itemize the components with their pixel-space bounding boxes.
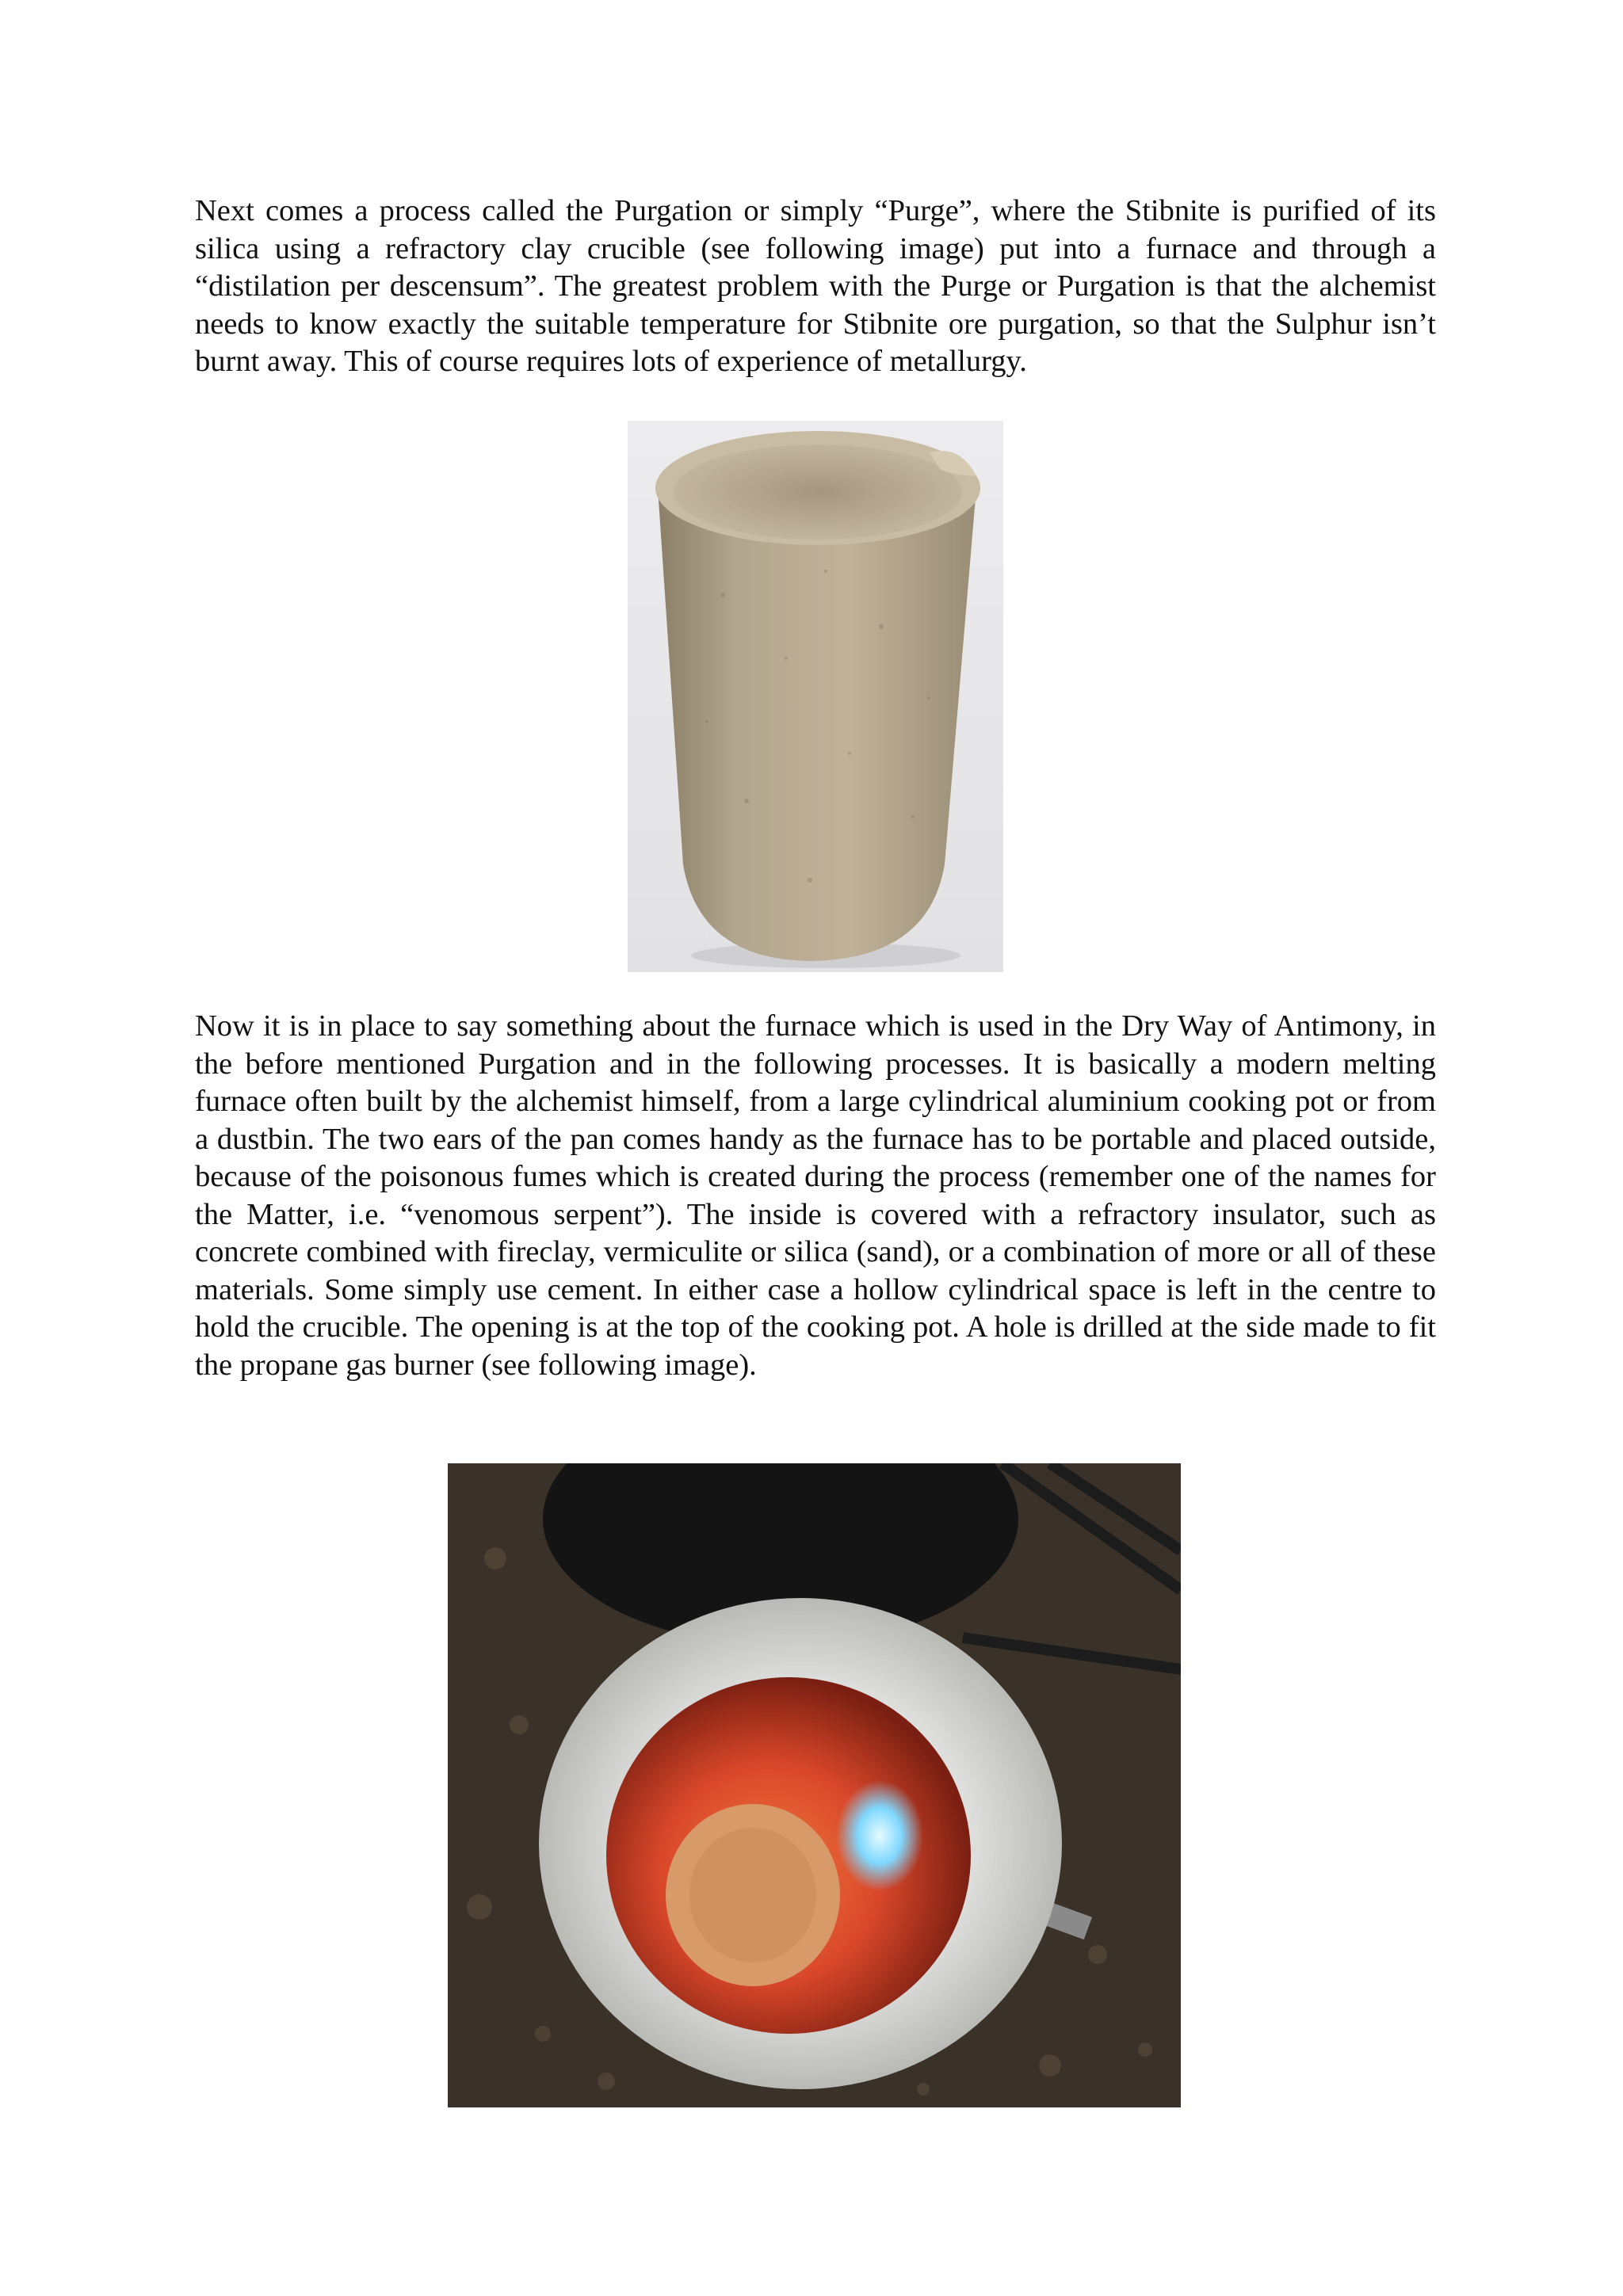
crucible-photo-icon [628,421,1003,972]
crucible-photo-image [628,421,1003,972]
furnace-photo-icon [448,1463,1181,2107]
paragraph-purgation: Next comes a process called the Purgation or simply “Purge”, where the Stibnite is purified of its silica using a refractory clay crucible (see following image) put into a furnace and through a “distilation per descensum”. The greatest problem with the Purge or Purgation is that the alchemist needs to know exactly the suitable temperature for Stibnite ore purgation, so that the Sulphur isn’t burnt away. This of course requires lots of experience of metallurgy. [195,194,1436,378]
paragraph-furnace: Now it is in place to say something about the furnace which is used in the Dry Way of Antimony, in the before mentioned Purgation and in the following processes. It is basically a modern melting furnace often built by the alchemist himself, from a large cylindrical aluminium cooking pot or from a dustbin. The two ears of the pan comes handy as the furnace has to be portable and placed outside, because of the poisonous fumes which is created during the process (remember one of the names for the Matter, i.e. “venomous serpent”). The inside is covered with a refractory insulator, such as concrete combined with fireclay, vermiculite or silica (sand), or a combination of more or all of these materials. Some simply use cement. In either case a hollow cylindrical space is left in the centre to hold the crucible. The opening is at the top of the cooking pot. A hole is drilled at the side made to fit the propane gas burner (see following image). [195,1009,1436,1382]
furnace-photo-image [448,1463,1181,2107]
